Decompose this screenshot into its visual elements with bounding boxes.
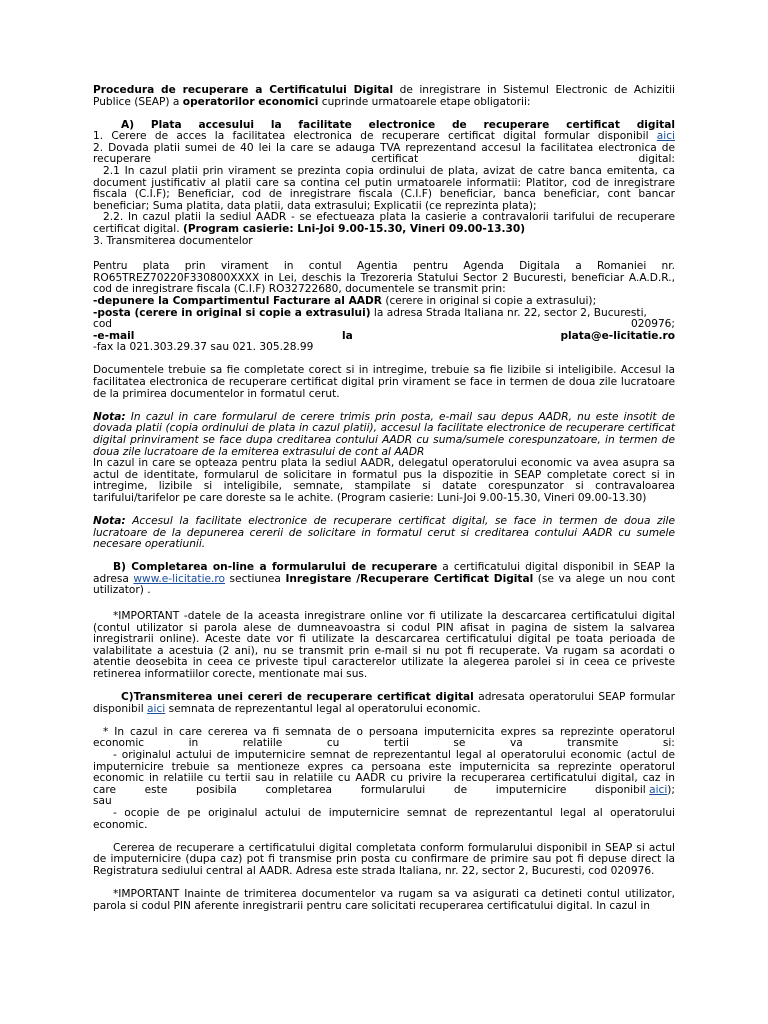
cerere-paragraph: Cererea de recuperare a certificatului digital completata conform formularului disponibil in SEAP si actul de imputernicire (dupa caz) pot fi transmise prin posta cu confirmare de primire sau pot fi depuse direct la Registratura sediului central al AADR. Adresa este strada Italiana, nr. 22, sector 2, Bucuresti, cod 020976. [93,841,675,877]
section-a-item2: 2. Dovada platii sumei de 40 lei la care se adauga TVA reprezentand accesul la facilitatea electronica de [93,141,675,154]
word: relatiile [242,737,283,750]
depunere-text: (cerere in original si copie a extrasului); [381,295,597,307]
item22-text: 2.2. In cazul platii la sediul AADR - se efectueaza plata la casierie a contravalorii tarifului de recuperare certificat digital. [93,211,675,236]
intro-bold: operatorilor economici [182,95,319,108]
imputernicit-bullet1: - originalul actului de imputernicire semnat de reprezentantul legal al operatorului economic (actul de imputernicire trebuie sa mentioneze expres ca persoana este imputernicita sa reprezinte operatorul economic in relatiile cu tertii sau in relatiile cu AADR cu privire la recuperarea certificatului digital, caz in [93,749,675,785]
nota2-text: Accesul la facilitate electronice de recuperare certificat digital, se face in termen de doua zile lucratoare de la depunerea cererii de solicitare in formatul cerut si creditarea contului AADR cu sumele necesare operatiunii. [93,515,675,551]
intro-text: de inregistrare in Sistemul Electronic de Achizitii Publice (SEAP) a [93,84,675,108]
intro-end: cuprinde urmatoarele etape obligatorii: [318,95,531,108]
documents-paragraph: Documentele trebuie sa fie completate corect si in intregime, trebuie sa fie lizibile si inteligibile. Accesul la facilitatea electronica de recuperare certificat digital prin virament se face in termen de doua zile lucratoare de la primirea documentelor in formatul cerut. [93,364,675,400]
section-a-item21: 2.1 In cazul platii prin virament se prezinta copia ordinului de plata, avizat de catre banca emitenta, ca document justificativ al platii care sa contina cel putin urmatoarele informatii: Platitor, cod de inregistrare fiscala (C.I.F); Beneficiar, cod de inregistrare fiscala (C.I.F) beneficiar, banca beneficiar, cont bancar beneficiar; Suma platita, data platii, data extrasului; Explicatii (ce reprezinta plata); [93,165,675,212]
cod-label: cod [93,318,113,331]
word: certificat [371,153,419,166]
payment-posta [93,308,675,320]
email-label: -e-mail [93,329,135,342]
posta-label: -posta (cerere in original si copie a extrasului) [93,306,371,319]
important2-paragraph: *IMPORTANT Inainte de trimiterea documentelor va rugam sa va asigurati ca detineti contul utilizator, parola si codul PIN aferente inregistrarii pentru care solicitati recuperarea certificatului digital. In cazul in [93,887,675,912]
section-b-text2: sectiunea [225,572,286,585]
depunere-label: -depunere la Compartimentul Facturare al AADR [93,295,382,307]
word: de [453,783,468,796]
imputernicit-line1: * In cazul in care cererea va fi semnata de o persoana imputernicita expres sa reprezinte operatorul [103,725,675,738]
word: digital: [638,153,675,166]
word: transmite [567,737,619,750]
word: imputernicire [495,783,567,796]
word: si: [662,737,675,750]
casierie-program: (Program casierie: Lni-Joi 9.00-15.30, Vineri 09.00-13.30) [182,223,526,236]
word: economic [93,737,145,750]
nota1-text: In cazul in care formularul de cerere trimis prin posta, e-mail sau depus AADR, nu este insotit de dovada platii (copia ordinului de plata in cazul platii), accesul la facilitate electronice de recuperare certificat digital prinvirament se face dupa creditarea contului AADR cu suma/sumele corespunzatoare, in termen de doua zile lucratoare de la emiterea extrasului de cont al AADR [93,410,675,458]
nota1-label: Nota: [93,410,126,423]
important1-paragraph: *IMPORTANT -datele de la aceasta inregistrare online vor fi utilizate la descarcarea certificatului digital (contul utilizator si parola alese de dumneavoastra si codul PIN afisat in pagina de sistem la salvarea inregistrarii online). Aceste date vor fi utilizate la descarcarea certificatului digital pe toata perioada de valabilitate a acestuia (2 ani), nu se transmit prin e-mail si nu pot fi recuperate. Va rugam sa acordati o atentie deosebita in ceea ce priveste tipul caracterelor utilizate la alegerea parolei si in ceea ce priveste retinerea informatiilor corecte, mentionate mai sus. [93,610,675,681]
word: in [188,737,199,750]
section-c-paragraph [93,692,675,715]
e-licitatie-link[interactable]: www.e-licitatie.ro [133,572,226,585]
form-link-aici-1[interactable]: aici [656,130,675,143]
word: cu [326,737,340,750]
payment-paragraph: Pentru plata prin virament in contul Agentia pentru Agenda Digitala a Romaniei nr. RO65TREZ70220F330800XXXX in Lei, deschis la Trezoreria Statului Sector 2 Bucuresti, beneficiar A.A.D.R., cod de inregistrare fiscala (C.I.F) RO32722680, documentele se transmit prin: [93,260,675,296]
section-c-text2: semnata de reprezentantul legal al operatorului economic. [165,702,481,715]
form-link-aici-2[interactable]: aici [147,702,166,715]
cod-value: 020976; [630,318,675,331]
imputernicit-bullet2: - ocopie de pe originalul actului de imputernicire semnat de reprezentantul legal al operatorului economic. [93,806,675,831]
item1-text: 1. Cerere de acces la facilitatea electronica de recuperare certificat digital formular disponibil [93,130,657,143]
word: care [93,783,116,796]
payment-fax: -fax la 021.303.29.37 sau 021. 305.28.99 [93,341,314,354]
word-with-link [595,785,675,797]
section-b-heading: B) Completarea on-line a formularului de recuperare [113,561,438,574]
sediu-paragraph: In cazul in care se opteaza pentru plata la sediul AADR, delegatul operatorului economic va avea asupra sa actul de identitate, formularul de solicitare in formatul pus la dispozitie in SEAP completate corect si in intregime, lizibile si inteligibile, semnate, stampilate si datate corespunzator si contravaloarea tarifului/tarifelor pe care doreste sa le achite. (Program casierie: Luni-Joi 9.00-15.30, Vineri 09.00-13.30) [93,457,675,504]
section-a-heading: A) Plata accesului la facilitate electronice de recuperare certificat digital [121,118,675,131]
punct: ); [667,783,675,796]
word: formularului [360,783,426,796]
section-c-heading: C)Transmiterea unei cereri de recuperare certificat digital [121,691,474,704]
section-b-bold: Inregistare /Recuperare Certificat Digital [285,572,534,585]
section-b-text3: (se va alege un nou cont utilizator) . [93,572,675,597]
word: tertii [383,737,409,750]
section-b-paragraph [93,562,675,597]
section-a-item22 [93,212,675,235]
section-a-item3: 3. Transmiterea documentelor [93,234,253,247]
nota2-paragraph [93,516,675,551]
word: posibila [196,783,237,796]
word: va [509,737,523,750]
email-la: la [342,329,353,342]
word: completarea [265,783,333,796]
imputernicit-bullet1-last [93,785,675,797]
document-body [93,85,675,912]
imputernicit-sau: sau [93,795,112,808]
word: este [144,783,168,796]
nota2-label: Nota: [93,515,126,527]
word: se [453,737,466,750]
posta-text: la adresa Strada Italiana nr. 22, sector 2, Bucuresti, [370,306,647,319]
intro-paragraph [93,85,675,108]
form-link-aici-3[interactable]: aici [649,783,668,796]
email-address[interactable]: plata@e-licitatie.ro [560,329,675,342]
section-c-text1: adresata operatorului SEAP formular disponibil [93,691,676,715]
section-b-text1: a certificatului digital disponibil in SEAP la adresa [93,561,675,585]
word: disponibil [595,783,646,796]
nota1-paragraph [93,412,675,458]
word: recuperare [93,153,151,166]
intro-title: Procedura de recuperare a Certificatului Digital [93,84,394,96]
